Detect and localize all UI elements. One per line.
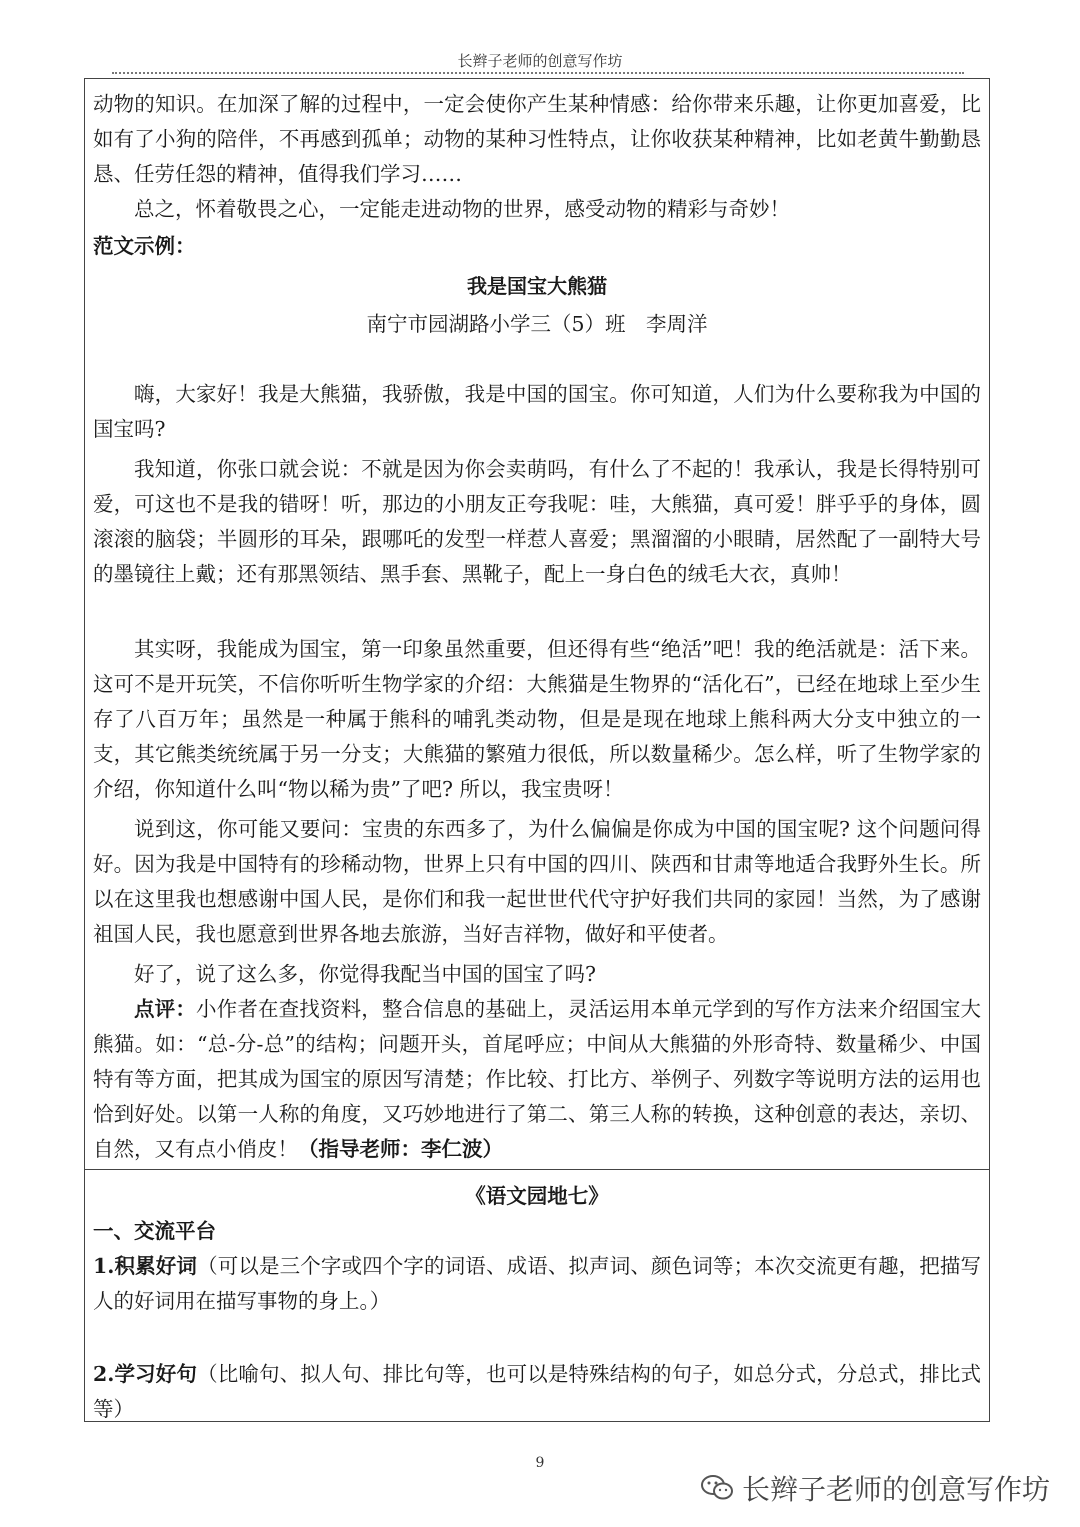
intro-paragraph-2: 总之，怀着敬畏之心，一定能走进动物的世界，感受动物的精彩与奇妙！ (134, 197, 790, 221)
good-words-item (93, 1249, 981, 1319)
essay-paragraph-4: 说到这，你可能又要问：宝贵的东西多了，为什么偏偏是你成为中国的国宝呢? 这个问题问得好。因为我是中国特有的珍稀动物，世界上只有中国的四川、陕西和甘肃等地适合我野外生长。所以在这里我也想感谢中国人民，是你们和我一起世世代代守护好我们共同的家园！当然，为了感谢祖国人民，我也愿意到世界各地去旅游，当好吉祥物，做好和平使者。 (93, 817, 981, 946)
content-frame (84, 78, 990, 1422)
header-rule (112, 72, 964, 74)
good-words-text: （可以是三个字或四个字的词语、成语、拟声词、颜色词等；本次交流更有趣，把描写人的好词用在描写事物的身上。） (93, 1254, 982, 1313)
page-number: 9 (535, 1455, 545, 1471)
section-divider (85, 1169, 989, 1170)
page-header: 长辫子老师的创意写作坊 (457, 52, 623, 70)
good-words-label: 1.积累好词 (93, 1254, 198, 1278)
good-sentences-label: 2.学习好句 (93, 1362, 198, 1386)
essay-paragraph-2: 我知道，你张口就会说：不就是因为你会卖萌吗，有什么了不起的！我承认，我是长得特别可爱，可这也不是我的错呀！听，那边的小朋友正夸我呢：哇，大熊猫，真可爱！胖乎乎的身体，圆滚滚的脑袋；半圆形的耳朵，跟哪吒的发型一样惹人喜爱；黑溜溜的小眼睛，居然配了一副特大号的墨镜往上戴；还有那黑领结、黑手套、黑靴子，配上一身白色的绒毛大衣，真帅！ (93, 457, 981, 586)
garden-title: 《语文园地七》 (465, 1184, 609, 1208)
good-sentences-item (93, 1357, 981, 1427)
essay-paragraph-3: 其实呀，我能成为国宝，第一印象虽然重要，但还得有些“绝活”吧！我的绝活就是：活下来。这可不是开玩笑，不信你听听生物学家的介绍：大熊猫是生物界的“活化石”，已经在地球上至少生存了八百万年；虽然是一种属于熊科的哺乳类动物，但是是现在地球上熊科两大分支中独立的一支，其它熊类统统属于另一分支；大熊猫的繁殖力很低，所以数量稀少。怎么样，听了生物学家的介绍，你知道什么叫“物以稀为贵”了吧? 所以，我宝贵呀！ (93, 637, 981, 801)
comment-label: 点评： (134, 997, 196, 1021)
good-sentences-text: （比喻句、拟人句、排比句等，也可以是特殊结构的句子，如总分式，分总式，排比式等） (93, 1362, 982, 1421)
comment-paragraph (93, 992, 981, 1167)
essay-paragraph-5: 好了，说了这么多，你觉得我配当中国的国宝了吗? (134, 962, 596, 986)
wechat-icon (700, 1474, 734, 1502)
essay-paragraph-1: 嗨，大家好！我是大熊猫，我骄傲，我是中国的国宝。你可知道，人们为什么要称我为中国的国宝吗? (93, 382, 981, 441)
example-heading: 范文示例： (93, 234, 196, 258)
watermark-text: 长辫子老师的创意写作坊 (742, 1473, 1051, 1506)
exchange-platform-heading: 一、交流平台 (93, 1219, 216, 1243)
essay-author: 南宁市园湖路小学三（5）班 李周洋 (366, 312, 708, 336)
comment-text: 小作者在查找资料，整合信息的基础上，灵活运用本单元学到的写作方法来介绍国宝大熊猫。如：“总-分-总”的结构；问题开头，首尾呼应；中间从大熊猫的外形奇特、数量稀少、中国特有等方面，把其成为国宝的原因写清楚；作比较、打比方、举例子、列数字等说明方法的运用也恰到好处。以第一人称的角度，又巧妙地进行了第二、第三人称的转换，这种创意的表达，亲切、自然，又有点小俏皮！ (93, 997, 982, 1161)
intro-paragraph-1: 动物的知识。在加深了解的过程中，一定会使你产生某种情感：给你带来乐趣，让你更加喜爱，比如有了小狗的陪伴，不再感到孤单；动物的某种习性特点，让你收获某种精神，比如老黄牛勤勤恳恳、任劳任怨的精神，值得我们学习…… (93, 92, 981, 186)
watermark (700, 1468, 1050, 1508)
teacher-credit: （指导老师：李仁波） (298, 1137, 503, 1161)
essay-title: 我是国宝大熊猫 (467, 274, 607, 298)
